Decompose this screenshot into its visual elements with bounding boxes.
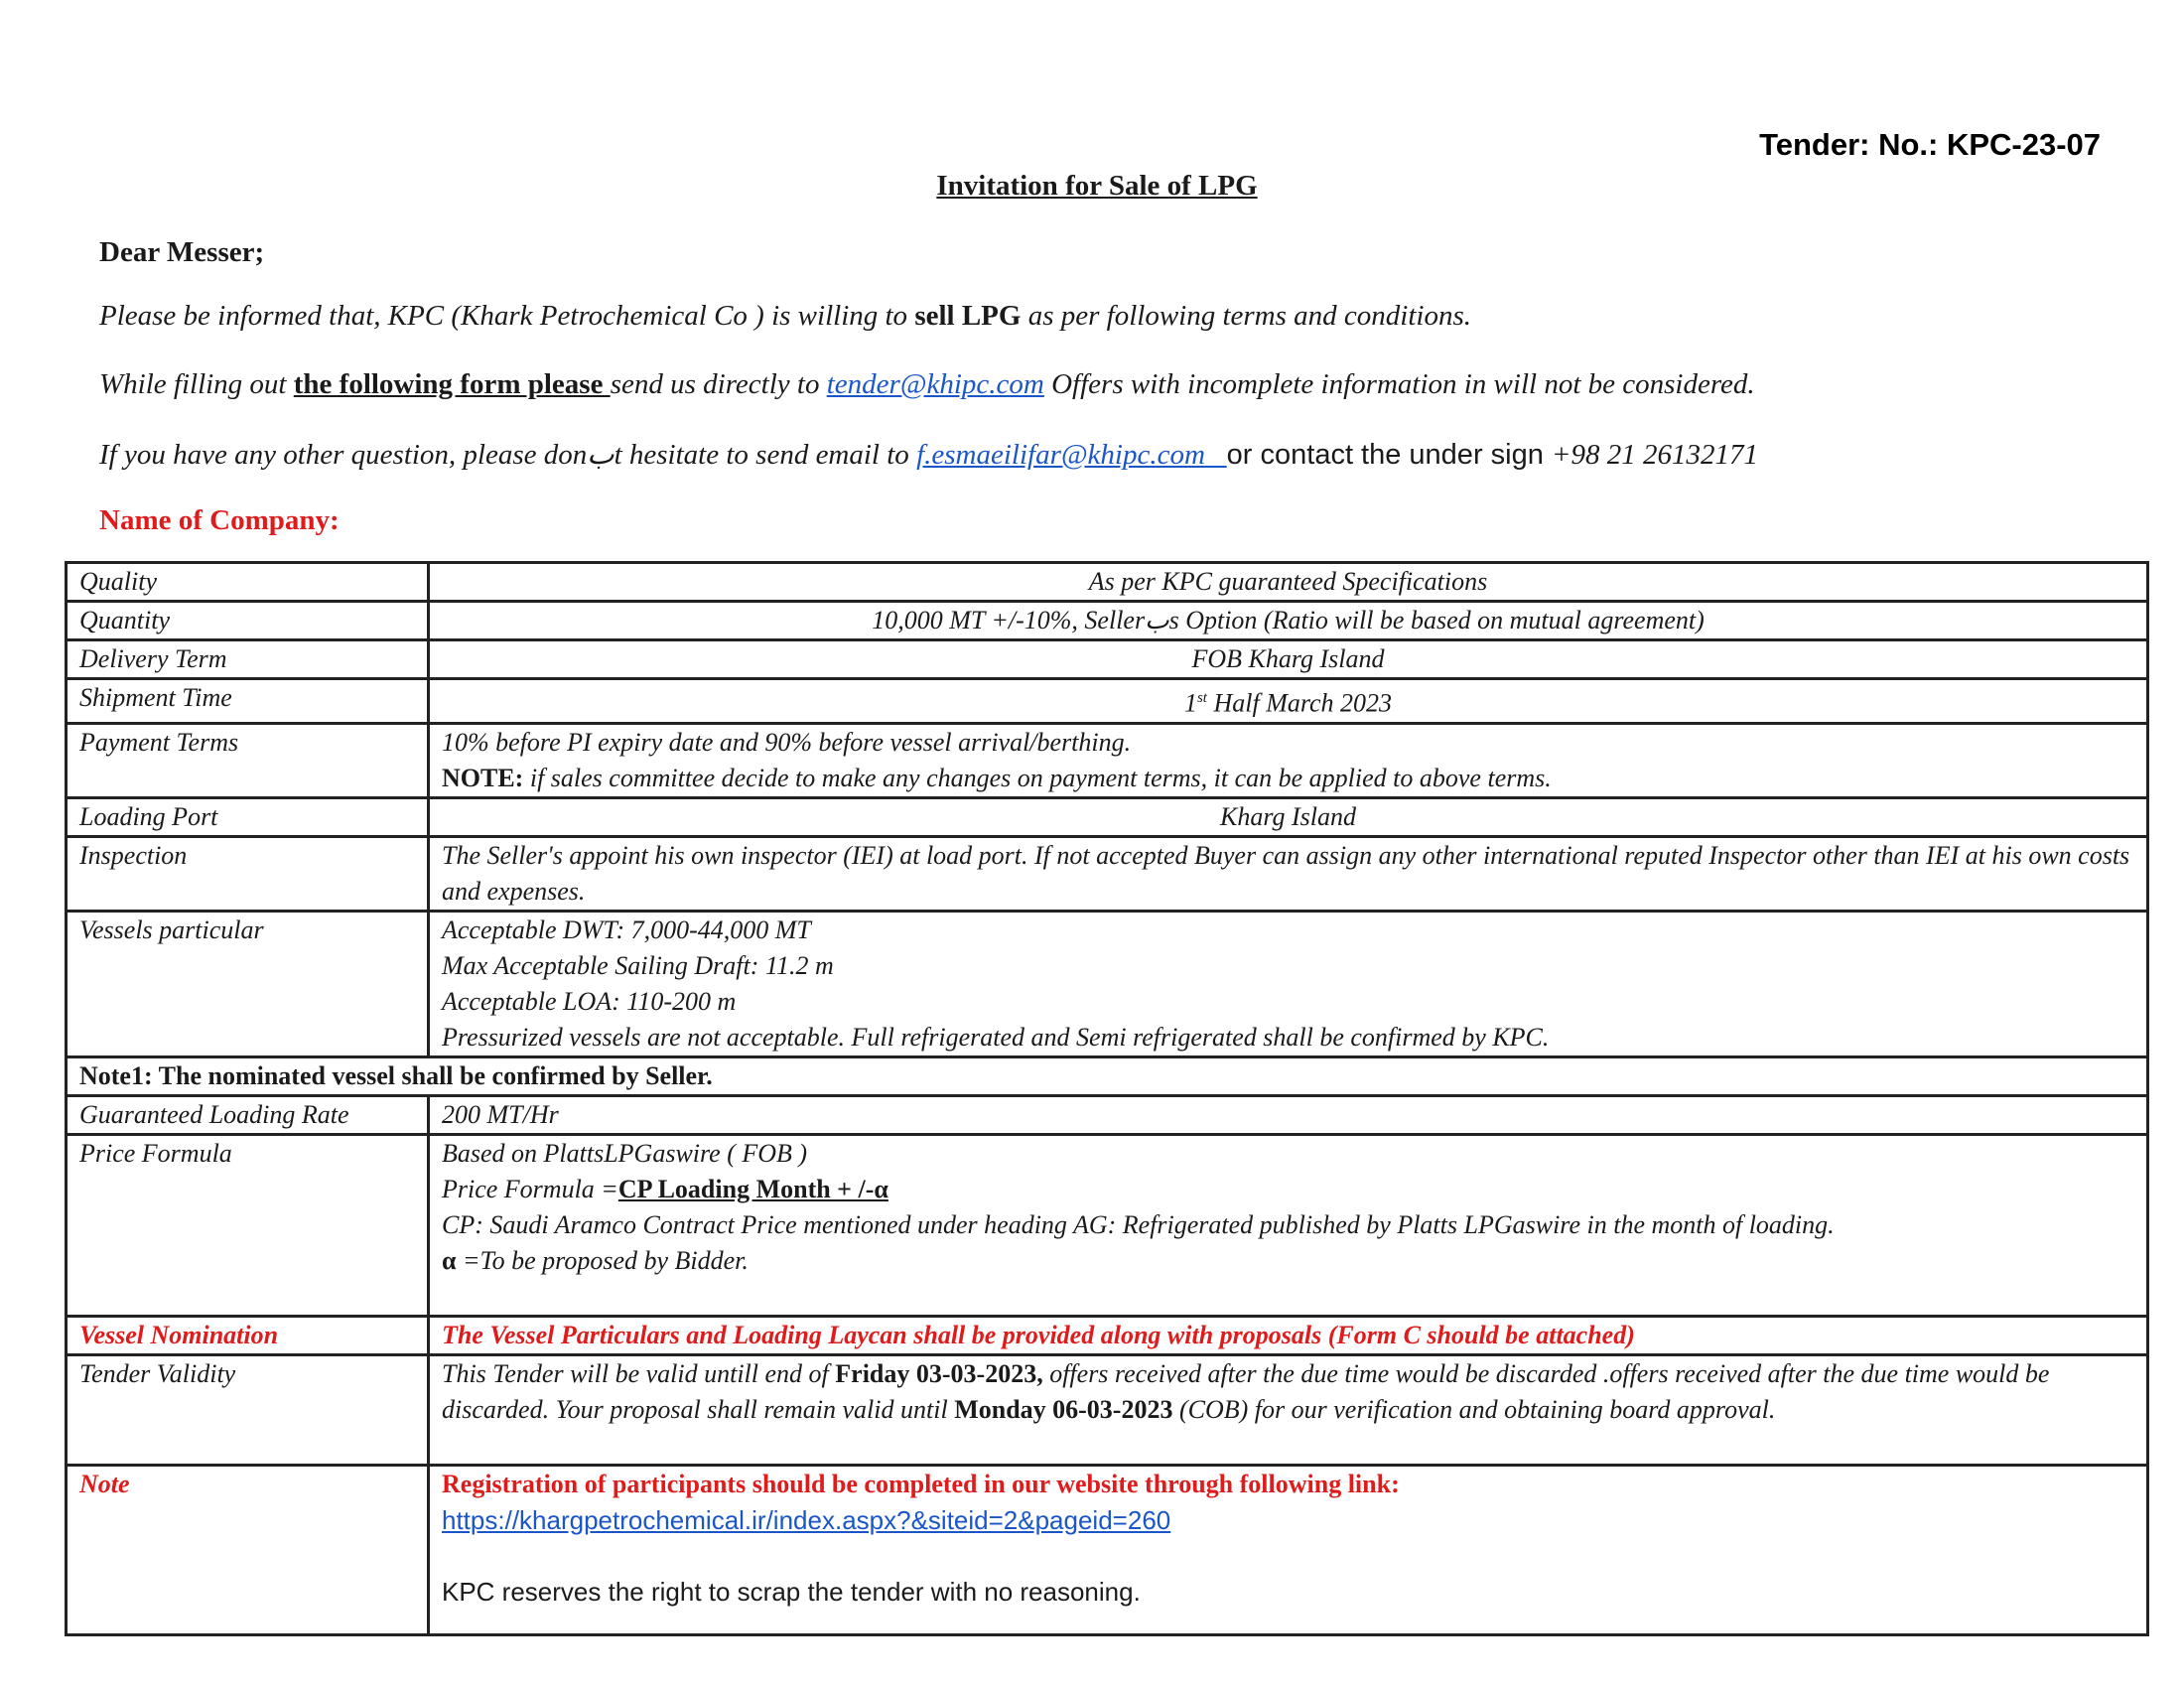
contact-text-a: If you have any other question, please donبt hesitate to send email to <box>99 439 917 471</box>
price-formula-expression: CP Loading Month + /-α <box>617 1174 888 1203</box>
payment-note <box>442 761 2134 796</box>
intro-text-a: Please be informed that, KPC (Khark Petrochemical Co ) is willing to <box>99 300 915 332</box>
greeting: Dear Messer; <box>99 236 265 268</box>
price-formula-prefix: Price Formula = <box>442 1174 618 1203</box>
payment-terms-label: Payment Terms <box>67 723 429 797</box>
price-line <box>442 1172 2134 1207</box>
table-row <box>67 1095 2148 1134</box>
payment-line: 10% before PI expiry date and 90% before vessel arrival/berthing. <box>442 727 1132 757</box>
registration-link[interactable]: https://khargpetrochemical.ir/index.aspx?&siteid=2&pageid=260 <box>442 1504 1171 1535</box>
loading-port-value: Kharg Island <box>429 797 2148 836</box>
vessel-line: Acceptable DWT: 7,000-44,000 MT <box>442 914 811 944</box>
price-formula-value <box>429 1134 2148 1316</box>
table-row <box>67 1056 2148 1095</box>
alpha-definition: =To be proposed by Bidder. <box>456 1245 749 1275</box>
delivery-term-value: FOB Kharg Island <box>429 640 2148 679</box>
table-row <box>67 911 2148 1056</box>
table-row <box>67 1134 2148 1316</box>
instr-text-d: Offers with incomplete information in will not be considered. <box>1043 368 1755 400</box>
contact-phone: +98 21 26132171 <box>1551 439 1758 471</box>
validity-text-e: (COB) for our verification and obtaining board approval. <box>1172 1394 1776 1424</box>
vessel-line: Acceptable LOA: 110-200 m <box>442 986 737 1016</box>
instr-text-a: While filling out <box>99 368 294 400</box>
shipment-ordinal-suffix: st <box>1196 690 1207 706</box>
scrap-notice: KPC reserves the right to scrap the tender with no reasoning. <box>442 1576 1141 1607</box>
shipment-time-value <box>429 679 2148 724</box>
quantity-label: Quantity <box>67 602 429 640</box>
vessels-particular-label: Vessels particular <box>67 911 429 1056</box>
payment-note-label: NOTE: <box>442 763 524 792</box>
validity-text-a: This Tender will be valid untill end of <box>442 1358 836 1388</box>
loading-rate-label: Guaranteed Loading Rate <box>67 1095 429 1134</box>
instr-text-form: the following form please <box>293 368 611 400</box>
validity-end-date: Friday 03-03-2023, <box>835 1358 1043 1388</box>
table-row <box>67 602 2148 640</box>
table-row <box>67 1316 2148 1354</box>
document-title: Invitation for Sale of LPG <box>936 170 1258 202</box>
vessels-particular-value <box>429 911 2148 1056</box>
instr-text-c: send us directly to <box>610 368 827 400</box>
quality-value: As per KPC guaranteed Specifications <box>429 563 2148 602</box>
note1-row: Note1: The nominated vessel shall be confirmed by Seller. <box>67 1056 2148 1095</box>
delivery-term-label: Delivery Term <box>67 640 429 679</box>
table-row <box>67 836 2148 911</box>
table-row <box>67 723 2148 797</box>
inspection-label: Inspection <box>67 836 429 911</box>
table-row <box>67 1354 2148 1465</box>
table-row <box>67 797 2148 836</box>
table-row <box>67 563 2148 602</box>
shipment-time-label: Shipment Time <box>67 679 429 724</box>
contact-text-b: or contact the under sign <box>1226 439 1552 471</box>
contact-email-link[interactable]: f.esmaeilifar@khipc.com <box>916 439 1205 471</box>
contact-paragraph <box>99 437 1758 472</box>
quantity-value: 10,000 MT +/-10%, Sellerبs Option (Ratio will be based on mutual agreement) <box>429 602 2148 640</box>
tender-email-link[interactable]: tender@khipc.com <box>826 368 1044 400</box>
shipment-ordinal: 1 <box>1183 688 1197 718</box>
table-row <box>67 640 2148 679</box>
price-line: CP: Saudi Aramco Contract Price mentioned under heading AG: Refrigerated published by Platts LPGaswire in the month of loading. <box>442 1209 1835 1239</box>
alpha-symbol: α <box>442 1245 457 1275</box>
intro-paragraph <box>99 300 1471 333</box>
instructions-paragraph <box>99 368 1755 401</box>
validity-proposal-date: Monday 06-03-2023 <box>954 1394 1173 1424</box>
inspection-value: The Seller's appoint his own inspector (IEI) at load port. If not accepted Buyer can assign any other international reputed Inspector other than IEI at his own costs and expenses. <box>429 836 2148 911</box>
note-value <box>429 1465 2148 1634</box>
payment-note-text: if sales committee decide to make any changes on payment terms, it can be applied to above terms. <box>523 763 1552 792</box>
terms-table <box>65 561 2149 1636</box>
vessel-nomination-label: Vessel Nomination <box>67 1316 429 1354</box>
tender-validity-label: Tender Validity <box>67 1354 429 1465</box>
note-label: Note <box>67 1465 429 1634</box>
price-line: Based on PlattsLPGaswire ( FOB ) <box>442 1138 808 1168</box>
payment-terms-value <box>429 723 2148 797</box>
table-row <box>67 679 2148 724</box>
vessel-nomination-value: The Vessel Particulars and Loading Laycan shall be provided along with proposals (Form C should be attached) <box>429 1316 2148 1354</box>
vessel-line: Pressurized vessels are not acceptable. Full refrigerated and Semi refrigerated shall be confirmed by KPC. <box>442 1022 1550 1052</box>
price-formula-label: Price Formula <box>67 1134 429 1316</box>
loading-port-label: Loading Port <box>67 797 429 836</box>
intro-text-sell: sell LPG <box>914 300 1022 332</box>
vessel-line: Max Acceptable Sailing Draft: 11.2 m <box>442 950 834 980</box>
shipment-period: Half March 2023 <box>1206 688 1393 718</box>
tender-validity-value <box>429 1354 2148 1465</box>
registration-notice: Registration of participants should be completed in our website through following link: <box>442 1469 1400 1498</box>
intro-text-c: as per following terms and conditions. <box>1021 300 1471 332</box>
loading-rate-value: 200 MT/Hr <box>429 1095 2148 1134</box>
validity-text-c: offers received after the due time would be discarded .offers received after the due time would be discarded. Your proposal shall remain valid until <box>442 1358 2050 1424</box>
price-line <box>442 1243 2134 1279</box>
company-name-label: Name of Company: <box>99 504 340 536</box>
tender-number: Tender: No.: KPC-23-07 <box>1759 127 2101 162</box>
quality-label: Quality <box>67 563 429 602</box>
table-row <box>67 1465 2148 1634</box>
